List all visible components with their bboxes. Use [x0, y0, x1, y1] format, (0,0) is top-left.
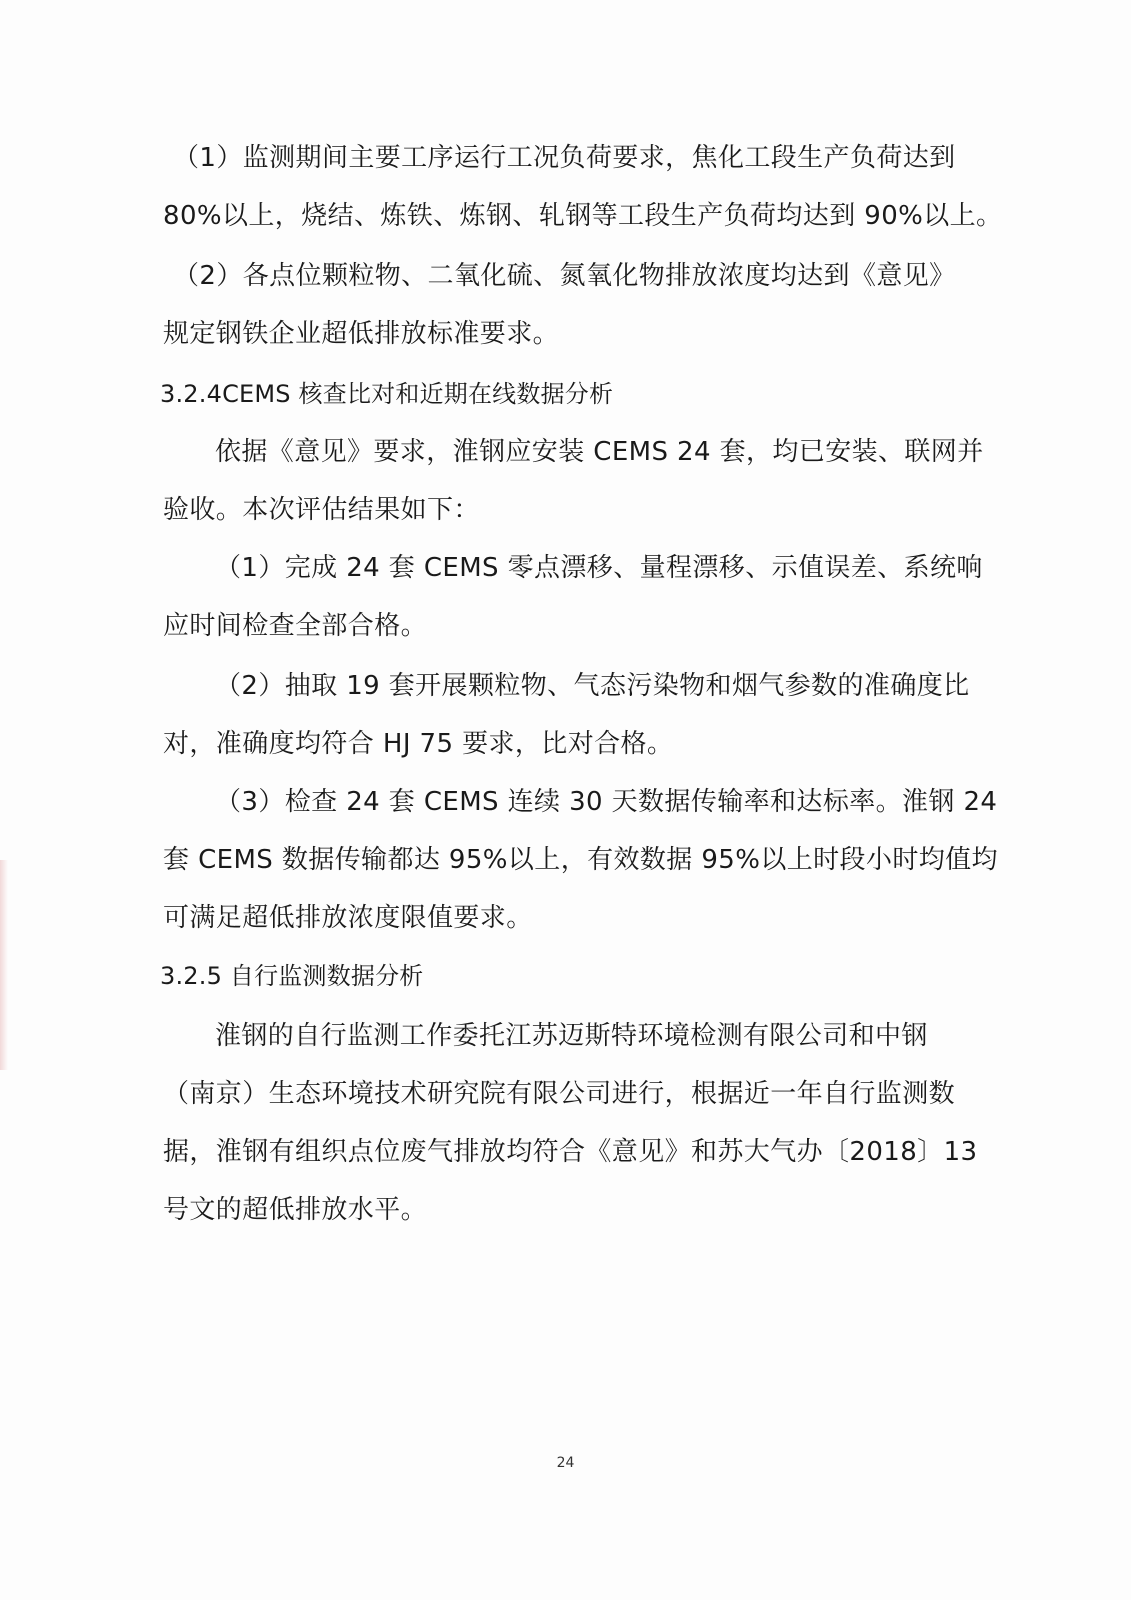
scan-edge-mark — [0, 860, 8, 1070]
paragraph-7-line-2: （南京）生态环境技术研究院有限公司进行，根据近一年自行监测数 — [163, 1079, 956, 1109]
paragraph-6-line-3: 可满足超低排放浓度限值要求。 — [163, 903, 533, 933]
paragraph-2-line-2: 规定钢铁企业超低排放标准要求。 — [163, 319, 560, 349]
paragraph-4-line-2: 应时间检查全部合格。 — [163, 611, 428, 641]
paragraph-6-line-2: 套 CEMS 数据传输都达 95%以上，有效数据 95%以上时段小时均值均 — [163, 845, 998, 875]
paragraph-5-line-1: （2）抽取 19 套开展颗粒物、气态污染物和烟气参数的准确度比 — [215, 671, 970, 701]
paragraph-7-line-3: 据，淮钢有组织点位废气排放均符合《意见》和苏大气办〔2018〕13 — [163, 1137, 978, 1167]
paragraph-4-line-1: （1）完成 24 套 CEMS 零点漂移、量程漂移、示值误差、系统响 — [215, 553, 983, 583]
paragraph-3-line-2: 验收。本次评估结果如下： — [163, 495, 480, 525]
paragraph-6-line-1: （3）检查 24 套 CEMS 连续 30 天数据传输率和达标率。淮钢 24 — [215, 787, 998, 817]
page-number: 24 — [556, 1455, 575, 1471]
paragraph-1-line-1: （1）监测期间主要工序运行工况负荷要求，焦化工段生产负荷达到 — [173, 143, 956, 173]
paragraph-1-line-2: 80%以上，烧结、炼铁、炼钢、轧钢等工段生产负荷均达到 90%以上。 — [163, 201, 1003, 231]
paragraph-2-line-1: （2）各点位颗粒物、二氧化硫、氮氧化物排放浓度均达到《意见》 — [173, 261, 956, 291]
paragraph-3-line-1: 依据《意见》要求，淮钢应安装 CEMS 24 套，均已安装、联网并 — [215, 437, 984, 467]
paragraph-7-line-1: 淮钢的自行监测工作委托江苏迈斯特环境检测有限公司和中钢 — [215, 1021, 928, 1051]
section-heading-3-2-5: 3.2.5 自行监测数据分析 — [160, 962, 424, 990]
paragraph-5-line-2: 对，准确度均符合 HJ 75 要求，比对合格。 — [163, 729, 674, 759]
section-heading-3-2-4: 3.2.4CEMS 核查比对和近期在线数据分析 — [160, 380, 614, 408]
paragraph-7-line-4: 号文的超低排放水平。 — [163, 1195, 428, 1225]
